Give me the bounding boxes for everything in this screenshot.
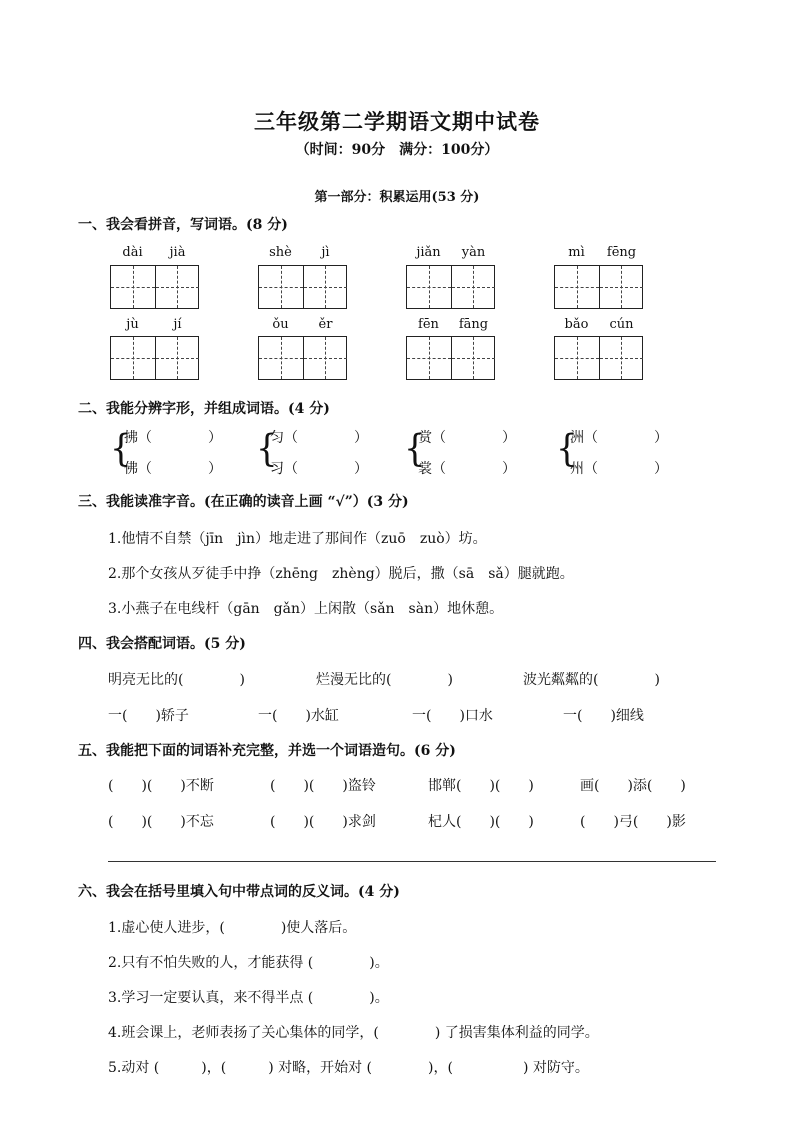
pinyin-syllable: yàn	[461, 245, 486, 260]
char-word-item: 洲（ ）	[570, 430, 668, 446]
q3-line-3: 3.小燕子在电线杆（gān gǎn）上闲散（sǎn sàn）地休憩。	[108, 601, 504, 617]
pinyin-label	[406, 317, 496, 332]
pinyin-syllable: jiǎn	[416, 245, 441, 260]
pinyin-label	[406, 245, 496, 260]
page-title: 三年级第二学期语文期中试卷	[254, 109, 540, 134]
char-word-item: 佛（ ）	[124, 461, 222, 477]
pinyin-syllable: dài	[122, 245, 143, 260]
q5-item-2: ( )( )盗铃	[270, 778, 376, 794]
char-word-item: 裳（ ）	[418, 461, 516, 477]
writing-grid[interactable]	[406, 336, 495, 380]
pinyin-syllable: mì	[568, 245, 585, 260]
pinyin-label	[258, 317, 348, 332]
char-word-item: 匀（ ）	[270, 430, 368, 446]
pinyin-syllable: jù	[126, 317, 139, 332]
q6-line-1: 1.虚心使人进步，( )使人落后。	[108, 920, 357, 936]
pinyin-syllable: fāng	[458, 317, 489, 332]
pinyin-syllable: shè	[269, 245, 292, 260]
pinyin-syllable: ěr	[318, 317, 333, 332]
pinyin-label	[110, 317, 200, 332]
pinyin-syllable: jí	[173, 317, 182, 332]
question-4-title: 四、我会搭配词语。(5 分)	[78, 636, 246, 652]
pinyin-label	[554, 245, 644, 260]
q5-item-3: 邯郸( )( )	[428, 778, 534, 794]
writing-grid[interactable]	[110, 336, 199, 380]
char-word-item: 赏（ ）	[418, 430, 516, 446]
pinyin-syllable: jià	[169, 245, 186, 260]
q6-line-2: 2.只有不怕失败的人，才能获得 ( )。	[108, 955, 389, 971]
char-word-item: 习（ ）	[270, 461, 368, 477]
q5-item-5: ( )( )不忘	[108, 814, 214, 830]
q4-item-1: 明亮无比的( )	[108, 672, 245, 688]
q4-item-3: 波光粼粼的( )	[523, 672, 660, 688]
char-word-item: 州（ ）	[570, 461, 668, 477]
pinyin-syllable: fēng	[606, 245, 637, 260]
pinyin-syllable: bǎo	[564, 317, 589, 332]
writing-grid[interactable]	[110, 265, 199, 309]
q5-item-1: ( )( )不断	[108, 778, 214, 794]
q6-line-3: 3.学习一定要认真，来不得半点 ( )。	[108, 990, 389, 1006]
brace-icon: {	[110, 427, 132, 471]
q3-line-2: 2.那个女孩从歹徒手中挣（zhēng zhèng）脱后，撒（sā sǎ）腿就跑。	[108, 566, 574, 582]
q4-item-5: 一( )水缸	[258, 708, 339, 724]
question-6-title: 六、我会在括号里填入句中带点词的反义词。(4 分)	[78, 884, 400, 900]
pinyin-syllable: fēn	[418, 317, 439, 332]
q3-line-1: 1.他情不自禁（jīn jìn）地走进了那间作（zuō zuò）坊。	[108, 531, 487, 547]
pinyin-label	[554, 317, 644, 332]
question-2-title: 二、我能分辨字形，并组成词语。(4 分)	[78, 401, 330, 417]
pinyin-syllable: ǒu	[272, 317, 289, 332]
q5-item-7: 杞人( )( )	[428, 814, 534, 830]
writing-grid[interactable]	[258, 265, 347, 309]
brace-icon: {	[556, 427, 578, 471]
question-5-title: 五、我能把下面的词语补充完整，并选一个词语造句。(6 分)	[78, 743, 456, 759]
question-3-title: 三、我能读准字音。(在正确的读音上画 “√”）(3 分)	[78, 494, 409, 510]
q4-item-6: 一( )口水	[412, 708, 493, 724]
answer-line[interactable]	[108, 861, 716, 862]
q5-item-8: ( )弓( )影	[580, 814, 686, 830]
pinyin-syllable: jì	[321, 245, 330, 260]
q5-item-4: 画( )添( )	[580, 778, 686, 794]
q6-line-5: 5.动对 ( )，( ) 对略，开始对 ( )，( ) 对防守。	[108, 1060, 589, 1076]
writing-grid[interactable]	[554, 265, 643, 309]
q5-item-6: ( )( )求剑	[270, 814, 376, 830]
writing-grid[interactable]	[258, 336, 347, 380]
brace-icon: {	[404, 427, 426, 471]
pinyin-label	[258, 245, 348, 260]
writing-grid[interactable]	[554, 336, 643, 380]
q6-line-4: 4.班会课上，老师表扬了关心集体的同学，( ) 了损害集体利益的同学。	[108, 1025, 599, 1041]
q4-item-4: 一( )轿子	[108, 708, 189, 724]
pinyin-syllable: cún	[609, 317, 634, 332]
exam-info: （时间：90分 满分：100分）	[295, 142, 499, 158]
q4-item-7: 一( )细线	[563, 708, 644, 724]
q4-item-2: 烂漫无比的( )	[316, 672, 453, 688]
pinyin-label	[110, 245, 200, 260]
part-heading: 第一部分：积累运用(53 分)	[314, 190, 480, 205]
writing-grid[interactable]	[406, 265, 495, 309]
char-word-item: 拂（ ）	[124, 430, 222, 446]
question-1-title: 一、我会看拼音，写词语。(8 分)	[78, 217, 288, 233]
brace-icon: {	[256, 427, 278, 471]
